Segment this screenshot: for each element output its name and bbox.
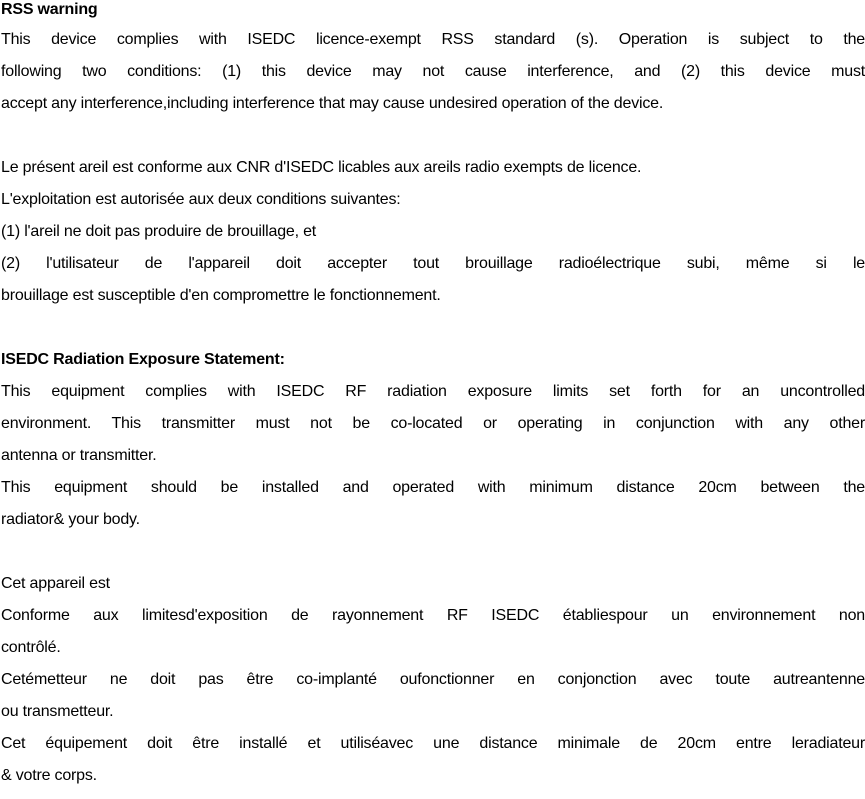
- radiation-paragraph-line-2: environment. This transmitter must not be co-located or operating in conjunction with any other: [1, 415, 865, 432]
- french-radiation-line-4: Cetémetteur ne doit pas être co-implanté oufonctionner en conjonction avec toute autreantenne: [1, 671, 865, 688]
- radiation-paragraph-line-4: This equipment should be installed and operated with minimum distance 20cm between the: [1, 479, 865, 496]
- rss-paragraph-line-1: This device complies with ISEDC licence-exempt RSS standard (s). Operation is subject to the: [1, 31, 865, 48]
- rss-paragraph-line-2: following two conditions: (1) this device may not cause interference, and (2) this device must: [1, 63, 865, 80]
- french-radiation-line-5: ou transmetteur.: [1, 703, 114, 720]
- radiation-paragraph-line-3: antenna or transmitter.: [1, 447, 157, 464]
- rss-paragraph-line-3: accept any interference,including interference that may cause undesired operation of the device.: [1, 95, 664, 112]
- french-radiation-line-7: & votre corps.: [1, 767, 97, 784]
- spacer: [1, 536, 865, 568]
- french-rss-line-2: L'exploitation est autorisée aux deux conditions suivantes:: [1, 191, 401, 208]
- rss-warning-heading: RSS warning: [1, 1, 98, 18]
- radiation-paragraph-line-5: radiator& your body.: [1, 511, 140, 528]
- radiation-exposure-heading: ISEDC Radiation Exposure Statement:: [1, 351, 285, 368]
- french-rss-line-3: (1) l'areil ne doit pas produire de brouillage, et: [1, 223, 317, 240]
- french-rss-line-1: Le présent areil est conforme aux CNR d'ISEDC licables aux areils radio exempts de licence.: [1, 159, 642, 176]
- french-radiation-line-1: Cet appareil est: [1, 575, 110, 592]
- radiation-paragraph-line-1: This equipment complies with ISEDC RF radiation exposure limits set forth for an uncontrolled: [1, 383, 865, 400]
- french-radiation-line-2: Conforme aux limitesd'exposition de rayonnement RF ISEDC établiespour un environnement non: [1, 607, 865, 624]
- french-rss-line-4: (2) l'utilisateur de l'appareil doit accepter tout brouillage radioélectrique subi, même si le: [1, 255, 865, 272]
- french-radiation-line-6: Cet équipement doit être installé et utiliséavec une distance minimale de 20cm entre leradiateur: [1, 735, 865, 752]
- spacer: [1, 120, 865, 152]
- french-rss-line-5: brouillage est susceptible d'en compromettre le fonctionnement.: [1, 287, 441, 304]
- spacer: [1, 312, 865, 344]
- french-radiation-line-3: contrôlé.: [1, 639, 61, 656]
